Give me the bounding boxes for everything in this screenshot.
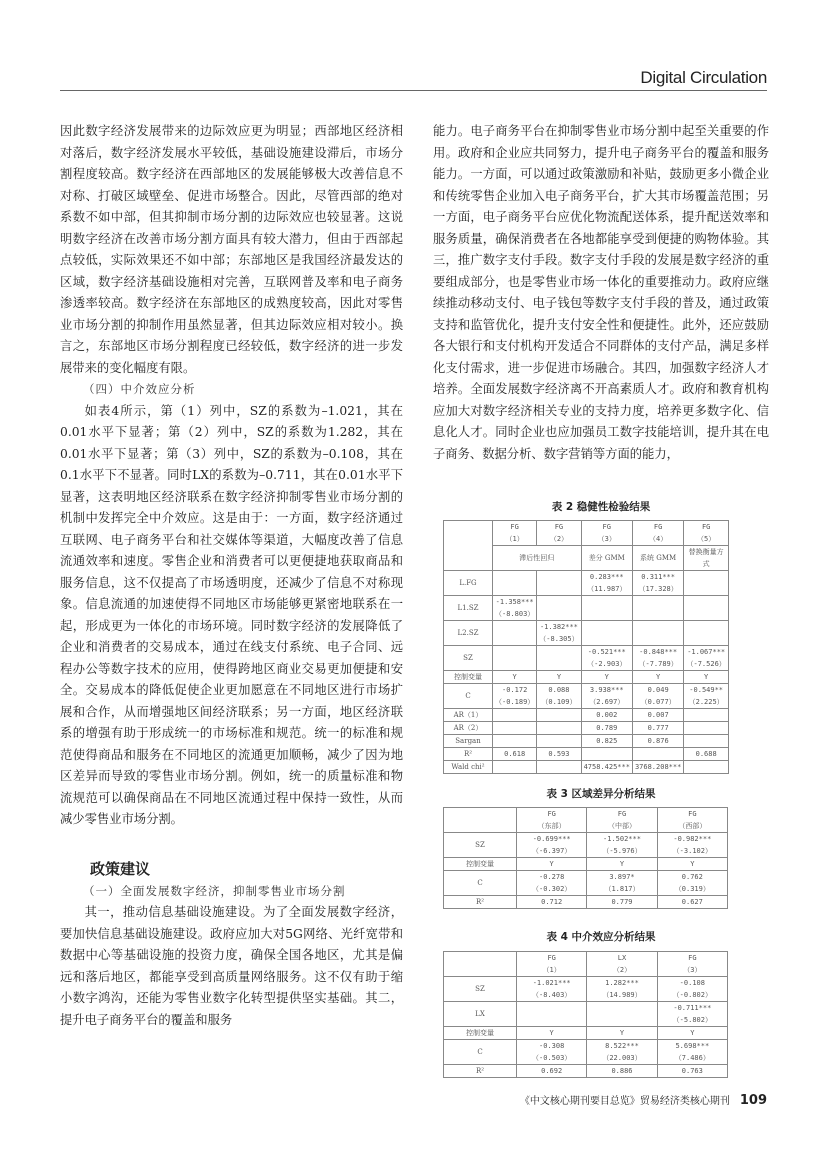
paragraph: 其一，推动信息基础设施建设。为了全面发展数字经济，要加快信息基础设施建设。政府应加大对5G网络、光纤宽带和数据中心等基础设施的投资力度，确保全国各地区，尤其是偏远和落后地区，都能享受到高质量网络服务。这不仅有助于缩小数字鸿沟，还能为零售业数字化转型提供坚实基础。其二，提升电子商务平台的覆盖和服务 — [60, 905, 403, 1027]
row-label: L2.SZ — [444, 621, 493, 646]
page-footer — [520, 1092, 767, 1108]
row-label: R² — [444, 896, 517, 909]
row-label: Wald chi² — [444, 761, 493, 774]
table-cell: 差分 GMM — [581, 546, 632, 571]
table-cell: Y — [537, 671, 581, 684]
table-row — [444, 748, 729, 761]
table-cell: FG （中部） — [587, 808, 657, 833]
table-cell: 0.762 （0.319） — [657, 871, 727, 896]
table-cell — [684, 709, 729, 722]
table-cell — [587, 1002, 657, 1027]
table-cell — [632, 621, 683, 646]
row-label: L1.SZ — [444, 596, 493, 621]
table-cell — [537, 646, 581, 671]
table-cell: -1.067*** （-7.526） — [684, 646, 729, 671]
table-cell: 0.049 （0.077） — [632, 684, 683, 709]
table-row — [444, 761, 729, 774]
table-cell: 5.698*** （7.486） — [657, 1040, 727, 1065]
table-cell — [537, 596, 581, 621]
table-cell: 0.712 — [517, 896, 587, 909]
table-cell: 0.088 （0.109） — [537, 684, 581, 709]
table-row — [444, 896, 728, 909]
table-cell: 0.789 — [581, 722, 632, 735]
table-cell: 替换衡量方式 — [684, 546, 729, 571]
table-cell: Y — [587, 858, 657, 871]
table-cell — [444, 521, 493, 571]
subsection-heading: （一）全面发展数字经济，抑制零售业市场分割 — [83, 883, 346, 898]
table-4 — [443, 951, 728, 1078]
header-rule — [60, 90, 767, 91]
table-cell: Y — [493, 671, 537, 684]
table-cell: 0.779 — [587, 896, 657, 909]
table-cell: -0.172 （-0.189） — [493, 684, 537, 709]
table-cell: Y — [632, 671, 683, 684]
table-cell: -1.502*** （-5.976） — [587, 833, 657, 858]
table-cell: Y — [657, 1027, 727, 1040]
table-cell — [493, 646, 537, 671]
table-cell — [684, 621, 729, 646]
row-label: SZ — [444, 977, 517, 1002]
table-cell: 0.886 — [587, 1065, 657, 1078]
table-cell: 8.522*** （22.003） — [587, 1040, 657, 1065]
table-cell — [632, 748, 683, 761]
table-cell — [444, 808, 517, 833]
row-label: 控制变量 — [444, 1027, 517, 1040]
table-row — [444, 621, 729, 646]
table-row — [444, 977, 728, 1002]
table-cell: -0.711*** （-5.802） — [657, 1002, 727, 1027]
table-3-caption: 表 3 区域差异分析结果 — [546, 788, 656, 800]
left-column — [60, 121, 403, 1031]
row-label: C — [444, 684, 493, 709]
table-cell: -1.358*** （-8.803） — [493, 596, 537, 621]
table-cell — [581, 621, 632, 646]
row-label: C — [444, 871, 517, 896]
table-cell: FG （3） — [581, 521, 632, 546]
table-cell: FG （4） — [632, 521, 683, 546]
table-cell — [537, 735, 581, 748]
subsection-heading: （四）中介效应分析 — [83, 382, 196, 396]
row-label: C — [444, 1040, 517, 1065]
table-cell: 0.825 — [581, 735, 632, 748]
table-cell: 0.002 — [581, 709, 632, 722]
table-row — [444, 952, 728, 977]
table-cell: 0.283*** （11.987） — [581, 571, 632, 596]
table-row — [444, 735, 729, 748]
row-label: 控制变量 — [444, 671, 493, 684]
row-label: SZ — [444, 833, 517, 858]
table-cell: Y — [517, 858, 587, 871]
table-cell — [444, 952, 517, 977]
row-label: AR（2） — [444, 722, 493, 735]
table-cell: -0.521*** （-2.903） — [581, 646, 632, 671]
table-cell: 0.876 — [632, 735, 683, 748]
table-cell — [632, 596, 683, 621]
table-cell: -0.982*** （-3.102） — [657, 833, 727, 858]
row-label: AR（1） — [444, 709, 493, 722]
table-cell — [517, 1002, 587, 1027]
table-cell — [493, 571, 537, 596]
page-number: 109 — [739, 1093, 767, 1108]
table-row — [444, 722, 729, 735]
row-label: SZ — [444, 646, 493, 671]
table-2-caption: 表 2 稳健性检验结果 — [551, 501, 651, 513]
running-header-title: Digital Circulation — [640, 68, 767, 87]
table-cell: 0.618 — [493, 748, 537, 761]
table-cell: -0.108 （-0.802） — [657, 977, 727, 1002]
table-row — [444, 1002, 728, 1027]
table-row — [444, 1027, 728, 1040]
table-row — [444, 833, 728, 858]
table-row — [444, 596, 729, 621]
table-cell — [684, 571, 729, 596]
row-label: R² — [444, 1065, 517, 1078]
row-label: L.FG — [444, 571, 493, 596]
table-row — [444, 646, 729, 671]
table-cell: Y — [517, 1027, 587, 1040]
table-cell: 0.007 — [632, 709, 683, 722]
table-cell — [684, 722, 729, 735]
table-cell: -1.382*** （-8.305） — [537, 621, 581, 646]
table-cell: 3768.208*** — [632, 761, 683, 774]
table-row — [444, 671, 729, 684]
table-cell: FG （1） — [517, 952, 587, 977]
table-cell: 0.627 — [657, 896, 727, 909]
table-cell: Y — [684, 671, 729, 684]
table-cell — [493, 735, 537, 748]
table-row — [444, 1065, 728, 1078]
table-cell: 滞后性回归 — [493, 546, 582, 571]
table-cell: FG （西部） — [657, 808, 727, 833]
table-row — [444, 871, 728, 896]
table-cell: 3.938*** （2.697） — [581, 684, 632, 709]
table-cell: LX （2） — [587, 952, 657, 977]
table-cell: FG （东部） — [517, 808, 587, 833]
table-cell — [537, 709, 581, 722]
right-column — [433, 121, 769, 465]
table-row — [444, 808, 728, 833]
table-cell: -0.308 （-0.503） — [517, 1040, 587, 1065]
table-cell: 4758.425*** — [581, 761, 632, 774]
table-cell — [537, 761, 581, 774]
row-label: Sargan — [444, 735, 493, 748]
table-cell: 1.282*** （14.989） — [587, 977, 657, 1002]
table-cell: 0.692 — [517, 1065, 587, 1078]
table-cell — [493, 621, 537, 646]
table-cell — [684, 735, 729, 748]
table-2 — [443, 520, 729, 774]
table-cell: 0.777 — [632, 722, 683, 735]
table-cell — [493, 709, 537, 722]
table-4-caption: 表 4 中介效应分析结果 — [546, 931, 656, 943]
table-row — [444, 858, 728, 871]
table-cell: FG （1） — [493, 521, 537, 546]
paragraph: 能力。电子商务平台在抑制零售业市场分割中起至关重要的作用。政府和企业应共同努力，提升电子商务平台的覆盖和服务能力。一方面，可以通过政策激励和补贴，鼓励更多小微企业和传统零售企业加入电子商务平台，扩大其市场覆盖范围；另一方面，电子商务平台应优化物流配送体系，提升配送效率和服务质量，确保消费者在各地都能享受到便捷的购物体验。其三，推广数字支付手段。数字支付手段的发展是数字经济的重要组成部分，也是零售业市场一体化的重要推动力。政府应继续推动移动支付、电子钱包等数字支付手段的普及，通过政策支持和监管优化，提升支付安全性和便捷性。此外，还应鼓励各大银行和支付机构开发适合不同群体的支付产品，满足多样化支付需求，进一步促进市场融合。其四，加强数字经济人才培养。全面发展数字经济离不开高素质人才。政府和教育机构应加大对数字经济相关专业的支持力度，培养更多数字化、信息化人才。同时企业也应加强员工数字技能培训，提升其在电子商务、数据分析、数字营销等方面的能力， — [433, 124, 769, 461]
table-cell — [493, 761, 537, 774]
table-cell: 0.763 — [657, 1065, 727, 1078]
table-cell: Y — [587, 1027, 657, 1040]
table-row — [444, 571, 729, 596]
table-row — [444, 684, 729, 709]
row-label: R² — [444, 748, 493, 761]
table-cell: FG （5） — [684, 521, 729, 546]
table-cell — [581, 748, 632, 761]
row-label: LX — [444, 1002, 517, 1027]
table-3 — [443, 807, 728, 909]
table-cell — [684, 596, 729, 621]
section-title: 政策建议 — [90, 859, 151, 878]
paragraph: 因此数字经济发展带来的边际效应更为明显；西部地区经济相对落后，数字经济发展水平较低，基础设施建设滞后，市场分割程度较高。数字经济在西部地区的发展能够极大改善信息不对称、打破区域壁垒、促进市场整合。因此，尽管西部的绝对系数不如中部，但其抑制市场分割的边际效应也较显著。这说明数字经济在改善市场分割方面具有较大潜力，但由于西部起点较低，实际效果还不如中部；东部地区是我国经济最发达的区域，数字经济基础设施相对完善，互联网普及率和电子商务渗透率较高。数字经济在东部地区的成熟度较高，因此对零售业市场分割的抑制作用虽然显著，但其边际效应相对较小。换言之，东部地区市场分割程度已经较低，数字经济的进一步发展带来的变化幅度有限。 — [60, 124, 403, 375]
table-cell — [537, 571, 581, 596]
table-cell: -0.848*** （-7.789） — [632, 646, 683, 671]
table-row — [444, 521, 729, 546]
table-cell: 0.688 — [684, 748, 729, 761]
table-cell — [493, 722, 537, 735]
table-row — [444, 1040, 728, 1065]
table-row — [444, 709, 729, 722]
journal-name: 《中文核心期刊要目总览》贸易经济类核心期刊 — [519, 1096, 730, 1107]
table-cell — [581, 596, 632, 621]
table-cell: -1.021*** （-8.403） — [517, 977, 587, 1002]
table-cell: 0.593 — [537, 748, 581, 761]
row-label: 控制变量 — [444, 858, 517, 871]
table-cell: 0.311*** （17.328） — [632, 571, 683, 596]
table-cell — [537, 722, 581, 735]
table-cell: FG （2） — [537, 521, 581, 546]
table-cell: Y — [657, 858, 727, 871]
table-cell: Y — [581, 671, 632, 684]
table-cell: 系统 GMM — [632, 546, 683, 571]
table-cell: FG （3） — [657, 952, 727, 977]
paragraph: 如表4所示，第（1）列中，SZ的系数为–1.021，其在0.01水平下显著；第（2）列中，SZ的系数为1.282，其在0.01水平下显著；第（3）列中，SZ的系数为–0.108，其在0.1水平下不显著。同时LX的系数为–0.711，其在0.01水平下显著，这表明地区经济联系在数字经济抑制零售业市场分割的机制中发挥完全中介效应。这是由于：一方面，数字经济通过互联网、电子商务平台和社交媒体等渠道，大幅度改善了信息流通效率和速度。零售企业和消费者可以更便捷地获取商品和服务信息，这不仅提高了市场透明度，还减少了信息不对称现象。信息流通的加速使得不同地区市场能够更紧密地联系在一起，形成更为一体化的市场环境。同时数字经济的发展降低了企业和消费者的交易成本，通过在线支付系统、电子合同、远程办公等数字技术的应用，使得跨地区商业交易更加便捷和安全。交易成本的降低促使企业更加愿意在不同地区进行市场扩展和合作，从而增强地区间经济联系；另一方面，地区经济联系的增强有助于形成统一的市场标准和规范。统一的标准和规范使得商品和服务在不同地区的流通更加顺畅，减少了因为地区差异而导致的零售业市场分割。例如，统一的质量标准和物流规范可以确保商品在不同地区流通过程中保持一致性，从而减少零售业市场分割。 — [60, 403, 403, 826]
table-cell: -0.549** （2.225） — [684, 684, 729, 709]
table-cell — [684, 761, 729, 774]
table-cell: 3.897* （1.817） — [587, 871, 657, 896]
table-cell: -0.278 （-0.302） — [517, 871, 587, 896]
table-cell: -0.699*** （-6.397） — [517, 833, 587, 858]
